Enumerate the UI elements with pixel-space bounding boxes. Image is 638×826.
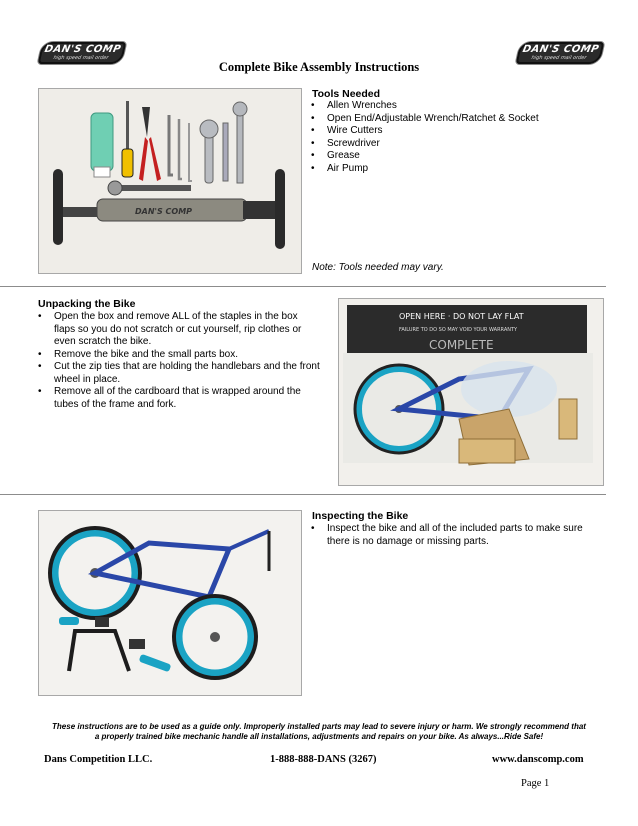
box-print-2: FAILURE TO DO SO MAY VOID YOUR WARRANTY: [399, 327, 518, 333]
disclaimer: [24, 722, 614, 742]
tools-note: Note: Tools needed may vary.: [312, 262, 444, 273]
box-brand: COMPLETE: [429, 338, 494, 352]
section-divider: [0, 286, 606, 287]
pump-label: DAN'S COMP: [135, 207, 193, 216]
footer-website: www.danscomp.com: [492, 754, 584, 765]
tools-item: • Air Pump: [309, 163, 609, 176]
danscomp-logo-right: DAN'S COMP high speed mail order: [516, 42, 605, 64]
tools-illustration: [39, 89, 301, 273]
inspecting-item: • Inspect the bike and all of the included parts to make sure there is no damage or missing parts.: [309, 523, 601, 548]
unpacking-heading: Unpacking the Bike: [38, 298, 136, 310]
unpacking-list: [36, 311, 321, 411]
tools-item: • Grease: [309, 150, 609, 163]
footer-company: Dans Competition LLC.: [44, 754, 153, 765]
unpacking-item: • Remove the bike and the small parts box.: [36, 349, 321, 362]
tools-item: • Wire Cutters: [309, 125, 609, 138]
inspecting-list: [309, 523, 601, 548]
disclaimer-line-1: These instructions are to be used as a guide only. Improperly installed parts may lead to severe injury or harm. We strongly recommend that: [52, 722, 586, 731]
inspecting-heading: Inspecting the Bike: [312, 510, 409, 522]
tools-heading: Tools Needed: [312, 88, 381, 100]
danscomp-logo-left: DAN'S COMP high speed mail order: [38, 42, 127, 64]
unboxing-photo: [338, 298, 604, 486]
tools-photo: [38, 88, 302, 274]
box-print-1: OPEN HERE · DO NOT LAY FLAT: [399, 312, 524, 321]
tools-item: • Allen Wrenches: [309, 100, 609, 113]
unpacking-item: • Remove all of the cardboard that is wrapped around the tubes of the frame and fork.: [36, 386, 321, 411]
disclaimer-line-2: a properly trained bike mechanic handle all installations, adjustments and repairs on your bike. As always...Ride Safe!: [94, 732, 544, 741]
section-divider: [0, 494, 606, 495]
bike-parts-illustration: [39, 511, 301, 695]
bike-parts-photo: [38, 510, 302, 696]
unpacking-item: • Open the box and remove ALL of the staples in the box flaps so you do not scratch or cut yourself, rip clothes or even scratch the bike.: [36, 311, 321, 349]
tools-list: [309, 100, 609, 175]
tools-item: • Open End/Adjustable Wrench/Ratchet & Socket: [309, 113, 609, 126]
unboxing-illustration: [339, 299, 603, 485]
tools-item: • Screwdriver: [309, 138, 609, 151]
page-number: Page 1: [521, 778, 550, 789]
page-title: Complete Bike Assembly Instructions: [218, 60, 420, 74]
footer-phone: 1-888-888-DANS (3267): [270, 754, 377, 765]
unpacking-item: • Cut the zip ties that are holding the handlebars and the front wheel in place.: [36, 361, 321, 386]
